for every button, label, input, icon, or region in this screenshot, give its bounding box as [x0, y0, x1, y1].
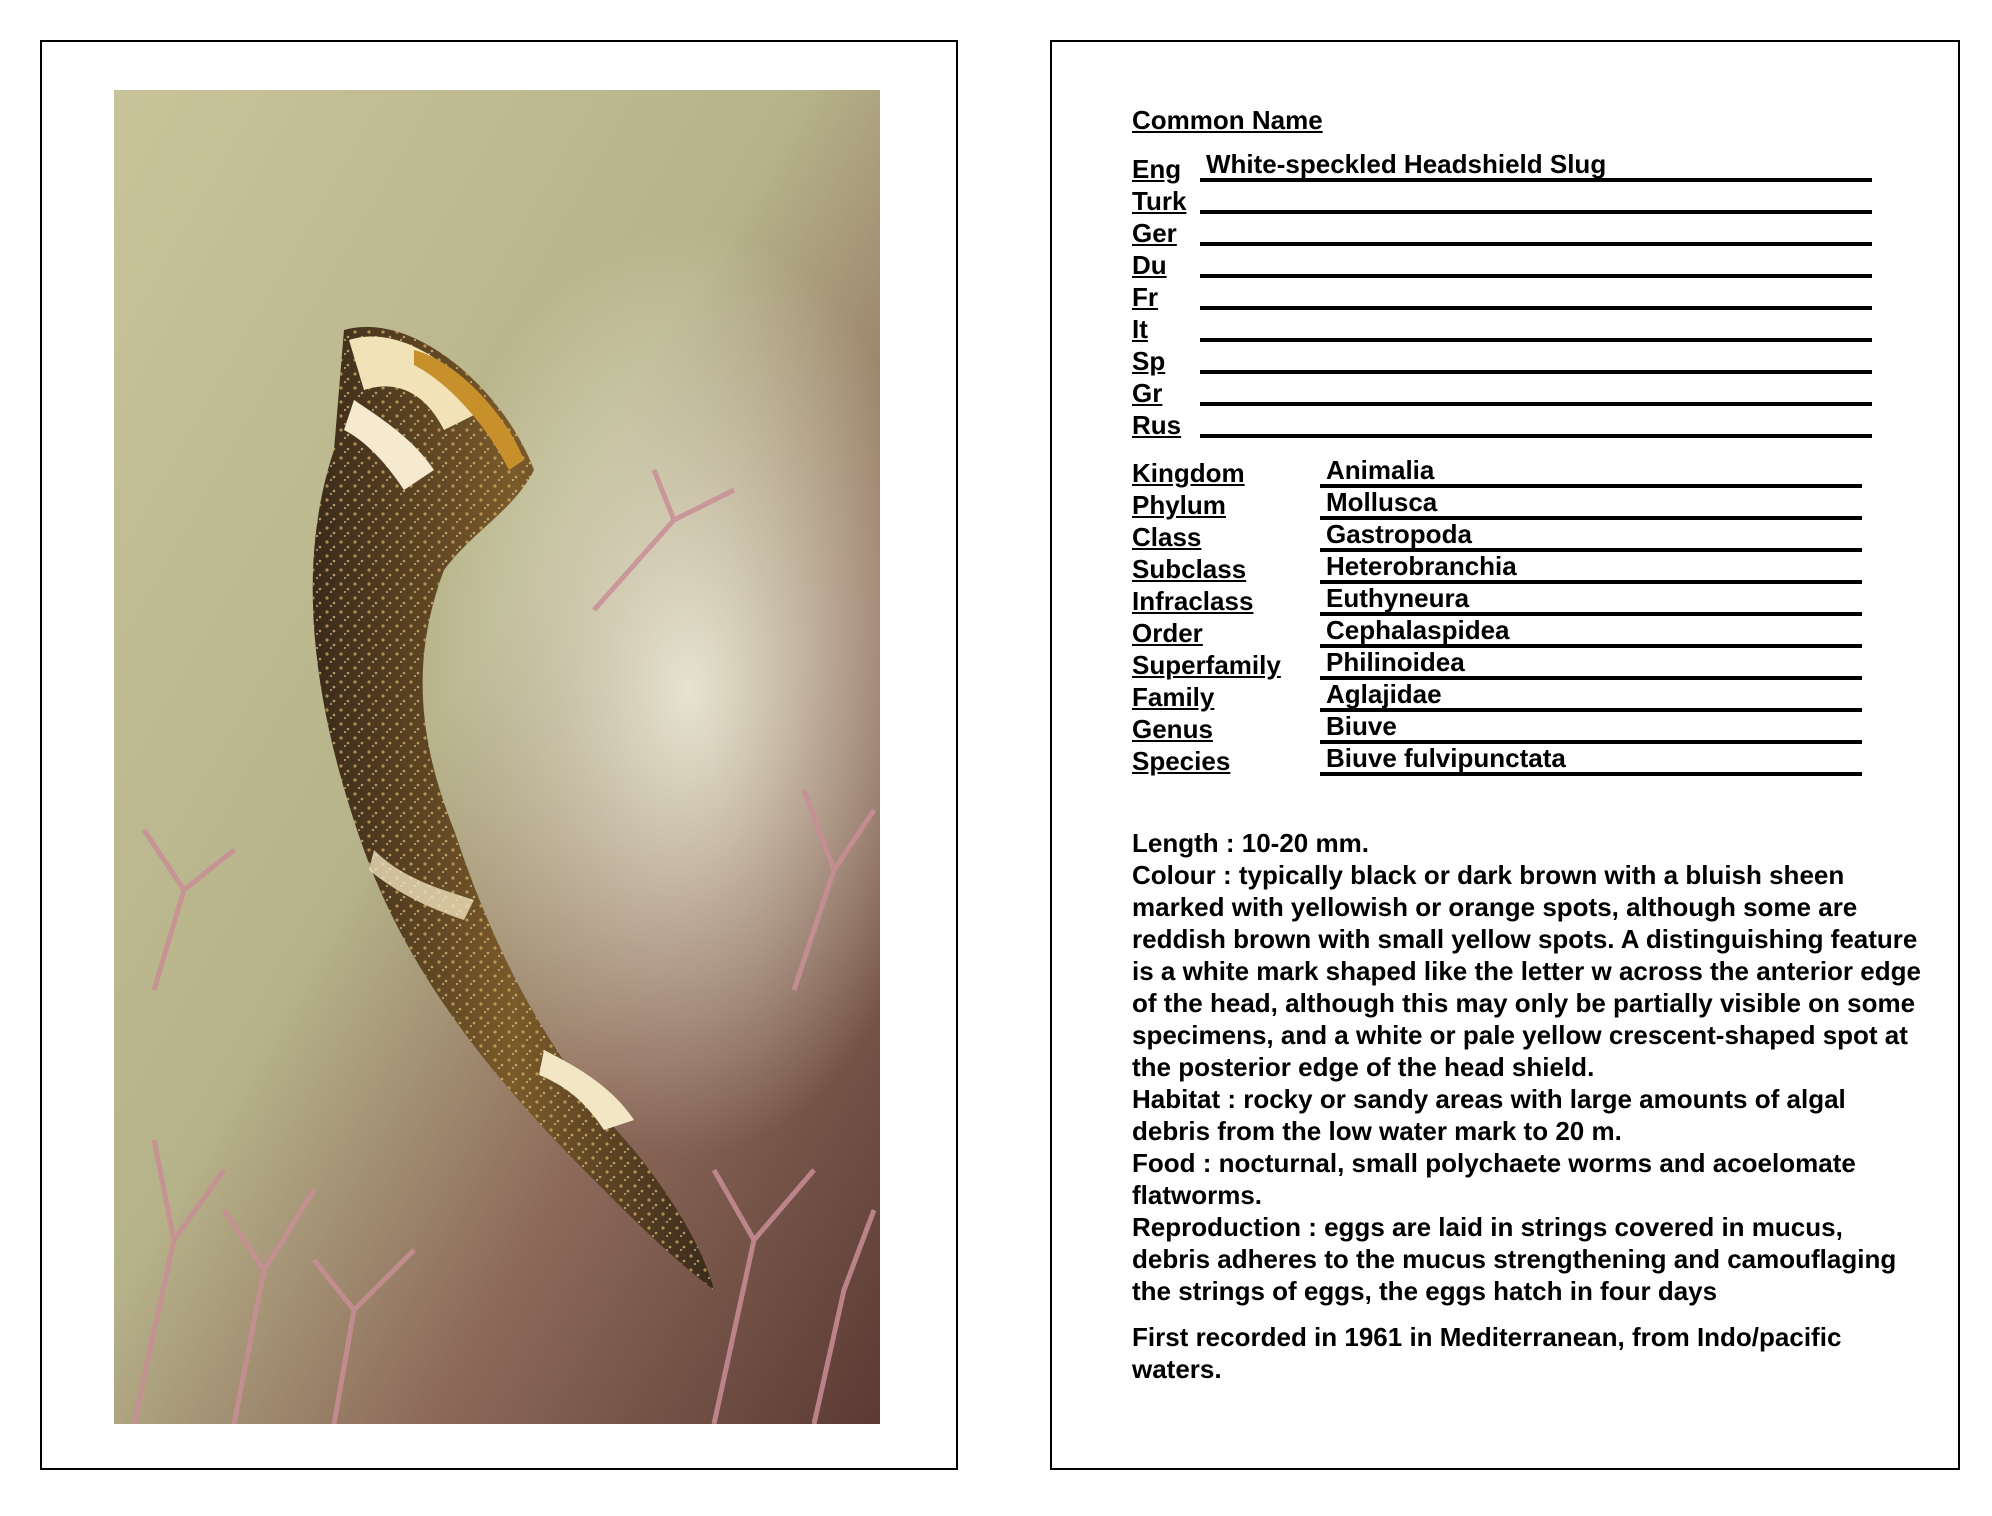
taxonomy-value: Euthyneura	[1320, 584, 1862, 616]
language-value	[1200, 216, 1872, 246]
taxonomy-label: Infraclass	[1132, 586, 1254, 616]
language-row-eng	[1132, 149, 1872, 184]
taxonomy-label: Superfamily	[1132, 650, 1281, 680]
language-value	[1200, 344, 1872, 374]
language-label: Fr	[1132, 282, 1158, 312]
taxonomy-label: Species	[1132, 746, 1231, 776]
taxonomy-value: Heterobranchia	[1320, 552, 1862, 584]
taxonomy-row-class	[1132, 520, 1862, 552]
sea-slug-photo	[114, 90, 880, 1424]
taxonomy-label: Class	[1132, 522, 1202, 552]
language-row-rus	[1132, 408, 1872, 440]
taxonomy-row-superfamily	[1132, 648, 1862, 680]
language-value	[1200, 408, 1872, 438]
taxonomy-label: Kingdom	[1132, 458, 1245, 488]
language-value	[1200, 376, 1872, 406]
food-text: Food : nocturnal, small polychaete worms and acoelomate flatworms.	[1132, 1148, 1856, 1210]
language-value	[1200, 248, 1872, 278]
language-row-ger	[1132, 216, 1872, 248]
taxonomy-value: Gastropoda	[1320, 520, 1862, 552]
taxonomy-row-genus	[1132, 712, 1862, 744]
language-label: Sp	[1132, 346, 1166, 376]
taxonomy-row-infraclass	[1132, 584, 1862, 616]
taxonomy-label: Subclass	[1132, 554, 1247, 584]
language-value: White-speckled Headshield Slug	[1200, 150, 1872, 182]
taxonomy-value: Biuve fulvipunctata	[1320, 744, 1862, 776]
taxonomy-label: Genus	[1132, 714, 1213, 744]
language-label: Gr	[1132, 378, 1163, 408]
language-row-turk	[1132, 184, 1872, 216]
taxonomy-label: Family	[1132, 682, 1215, 712]
first-recorded-text: First recorded in 1961 in Mediterranean, from Indo/pacific waters.	[1132, 1322, 1842, 1384]
taxonomy-label: Order	[1132, 618, 1203, 648]
colour-text: Colour : typically black or dark brown with a bluish sheen marked with yellowish or orange spots, although some are reddish brown with small yellow spots. A distinguishing feature is a white mark shaped like the letter w across the anterior edge of the head, although this may only be partially visible on some specimens, and a white or pale yellow crescent-shaped spot at the posterior edge of the head shield.	[1132, 860, 1921, 1082]
card-front	[40, 40, 958, 1470]
language-row-it	[1132, 312, 1872, 344]
language-label: Du	[1132, 250, 1167, 280]
sea-slug-illustration	[114, 90, 880, 1424]
common-name-heading: Common Name	[1132, 105, 1323, 135]
card-back	[1050, 40, 1960, 1470]
language-value	[1200, 280, 1872, 310]
language-label: Turk	[1132, 186, 1187, 216]
length-text: Length : 10-20 mm.	[1132, 828, 1369, 858]
language-row-fr	[1132, 280, 1872, 312]
taxonomy-value: Mollusca	[1320, 488, 1862, 520]
taxonomy-value: Biuve	[1320, 712, 1862, 744]
language-row-du	[1132, 248, 1872, 280]
taxonomy-value: Philinoidea	[1320, 648, 1862, 680]
taxonomy-row-phylum	[1132, 488, 1862, 520]
language-label: Eng	[1132, 154, 1182, 184]
language-label: Rus	[1132, 410, 1182, 440]
language-label: Ger	[1132, 218, 1177, 248]
reproduction-text: Reproduction : eggs are laid in strings covered in mucus, debris adheres to the mucus strengthening and camouflaging the strings of eggs, the eggs hatch in four days	[1132, 1212, 1897, 1306]
taxonomy-value: Animalia	[1320, 456, 1862, 488]
taxonomy-row-species	[1132, 744, 1862, 776]
taxonomy-row-family	[1132, 680, 1862, 712]
taxonomy-label: Phylum	[1132, 490, 1226, 520]
species-description	[1132, 827, 1922, 1385]
language-row-gr	[1132, 376, 1872, 408]
taxonomy-value: Cephalaspidea	[1320, 616, 1862, 648]
habitat-text: Habitat : rocky or sandy areas with large amounts of algal debris from the low water mark to 20 m.	[1132, 1084, 1846, 1146]
language-value	[1200, 312, 1872, 342]
taxonomy-value: Aglajidae	[1320, 680, 1862, 712]
language-label: It	[1132, 314, 1148, 344]
taxonomy-row-kingdom	[1132, 456, 1862, 488]
taxonomy-row-order	[1132, 616, 1862, 648]
taxonomy-row-subclass	[1132, 552, 1862, 584]
language-value	[1200, 184, 1872, 214]
language-row-sp	[1132, 344, 1872, 376]
